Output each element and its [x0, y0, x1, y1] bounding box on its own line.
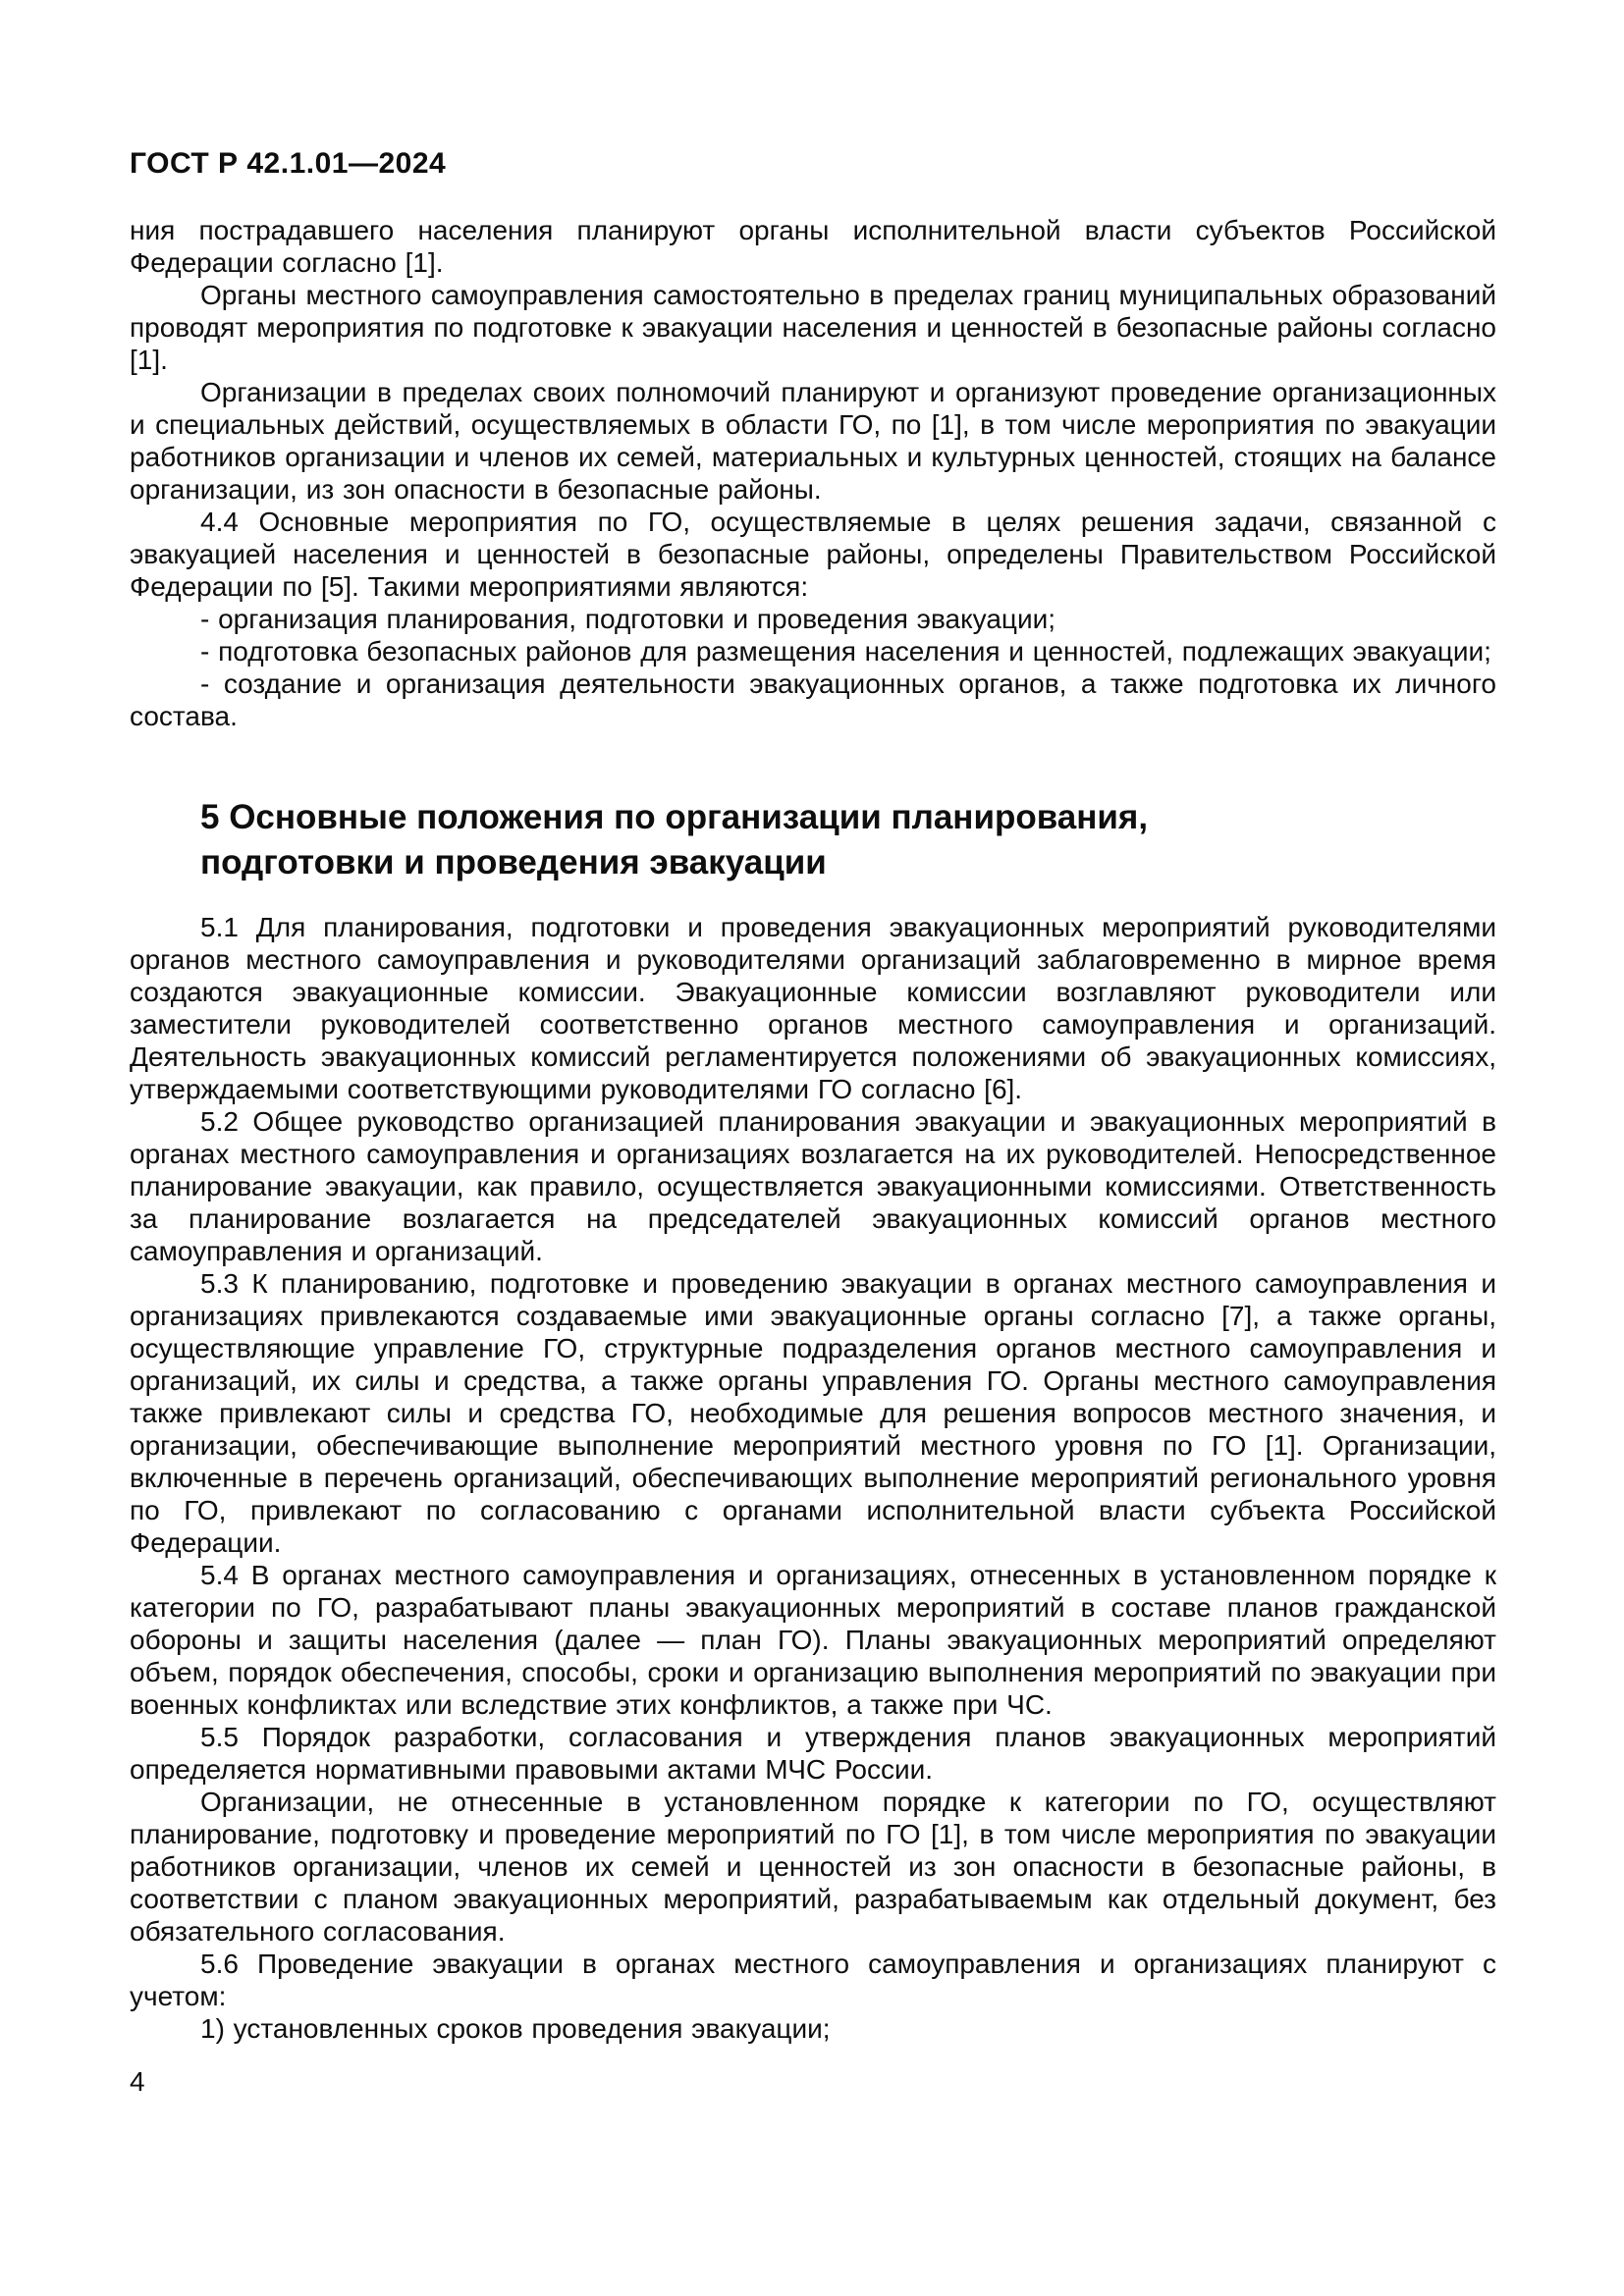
clause-5-6: 5.6 Проведение эвакуации в органах местного самоуправления и организациях планируют с учетом: — [130, 1949, 1496, 2011]
clause-5-2: 5.2 Общее руководство организацией планирования эвакуации и эвакуационных мероприятий в органах местного самоуправления и организациях возлагается на их руководителей. Непосредственное планирование эвакуации, как правило, осуществляется эвакуационными комиссиями. Ответственность за планирование возлагается на председателей эвакуационных комиссий органов местного самоуправления и организаций. — [130, 1106, 1496, 1266]
paragraph-continuation: ния пострадавшего населения планируют органы исполнительной власти субъектов Российской Федерации согласно [1]. — [130, 215, 1496, 278]
clause-5-4: 5.4 В органах местного самоуправления и организациях, отнесенных в установленном порядке к категории по ГО, разрабатывают планы эвакуационных мероприятий в составе планов гражданской обороны и защиты населения (далее — план ГО). Планы эвакуационных мероприятий определяют объем, порядок обеспечения, способы, сроки и организацию выполнения мероприятий по эвакуации при военных конфликтах или вследствие этих конфликтов, а также при ЧС. — [130, 1560, 1496, 1720]
bullet-item-evacuation-bodies: - создание и организация деятельности эвакуационных органов, а также подготовка их личного состава. — [130, 668, 1496, 731]
text-column — [130, 147, 1496, 2045]
section-5-heading-line1: 5 Основные положения по организации планирования, — [200, 798, 1149, 836]
section-5-heading — [200, 795, 1496, 885]
paragraph-organizations: Организации в пределах своих полномочий планируют и организуют проведение организационных и специальных действий, осуществляемых в области ГО, по [1], в том числе мероприятия по эвакуации работников организации и членов их семей, материальных и культурных ценностей, стоящих на балансе организации, из зон опасности в безопасные районы. — [130, 377, 1496, 505]
clause-5-5: 5.5 Порядок разработки, согласования и утверждения планов эвакуационных мероприятий определяется нормативными правовыми актами МЧС России. — [130, 1722, 1496, 1785]
paragraph-local-government: Органы местного самоуправления самостоятельно в пределах границ муниципальных образований проводят мероприятия по подготовке к эвакуации населения и ценностей в безопасные районы согласно [1]. — [130, 280, 1496, 375]
section-5-heading-line2: подготовки и проведения эвакуации — [200, 843, 827, 881]
clause-5-1: 5.1 Для планирования, подготовки и проведения эвакуационных мероприятий руководителями органов местного самоуправления и руководителями организаций заблаговременно в мирное время создаются эвакуационные комиссии. Эвакуационные комиссии возглавляют руководители или заместители руководителей соответственно органов местного самоуправления и организаций. Деятельность эвакуационных комиссий регламентируется положениями об эвакуационных комиссиях, утверждаемыми соответствующими руководителями ГО согласно [6]. — [130, 912, 1496, 1104]
numbered-item-1: 1) установленных сроков проведения эвакуации; — [200, 2013, 831, 2044]
page-number: 4 — [130, 2066, 145, 2097]
paragraph-uncategorized-organizations: Организации, не отнесенные в установленном порядке к категории по ГО, осуществляют планирование, подготовку и проведение мероприятий по ГО [1], в том числе мероприятия по эвакуации работников организации, членов их семей и ценностей из зон опасности в безопасные районы, в соответствии с планом эвакуационных мероприятий, разрабатываемым как отдельный документ, без обязательного согласования. — [130, 1787, 1496, 1947]
clause-5-3: 5.3 К планированию, подготовке и проведению эвакуации в органах местного самоуправления и организациях привлекаются создаваемые ими эвакуационные органы согласно [7], а также органы, осуществляющие управление ГО, структурные подразделения органов местного самоуправления и организаций, их силы и средства, а также органы управления ГО. Органы местного самоуправления также привлекают силы и средства ГО, необходимые для решения вопросов местного значения, и организации, обеспечивающие выполнение мероприятий местного уровня по ГО [1]. Организации, включенные в перечень организаций, обеспечивающих выполнение мероприятий регионального уровня по ГО, привлекают по согласованию с органами исполнительной власти субъекта Российской Федерации. — [130, 1268, 1496, 1558]
bullet-item-safe-areas: - подготовка безопасных районов для размещения населения и ценностей, подлежащих эвакуации; — [200, 636, 1491, 667]
clause-4-4: 4.4 Основные мероприятия по ГО, осуществляемые в целях решения задачи, связанной с эвакуацией населения и ценностей в безопасные районы, определены Правительством Российской Федерации по [5]. Такими мероприятиями являются: — [130, 507, 1496, 602]
standard-code: ГОСТ Р 42.1.01—2024 — [130, 147, 447, 180]
bullet-item-planning: - организация планирования, подготовки и проведения эвакуации; — [200, 604, 1056, 634]
